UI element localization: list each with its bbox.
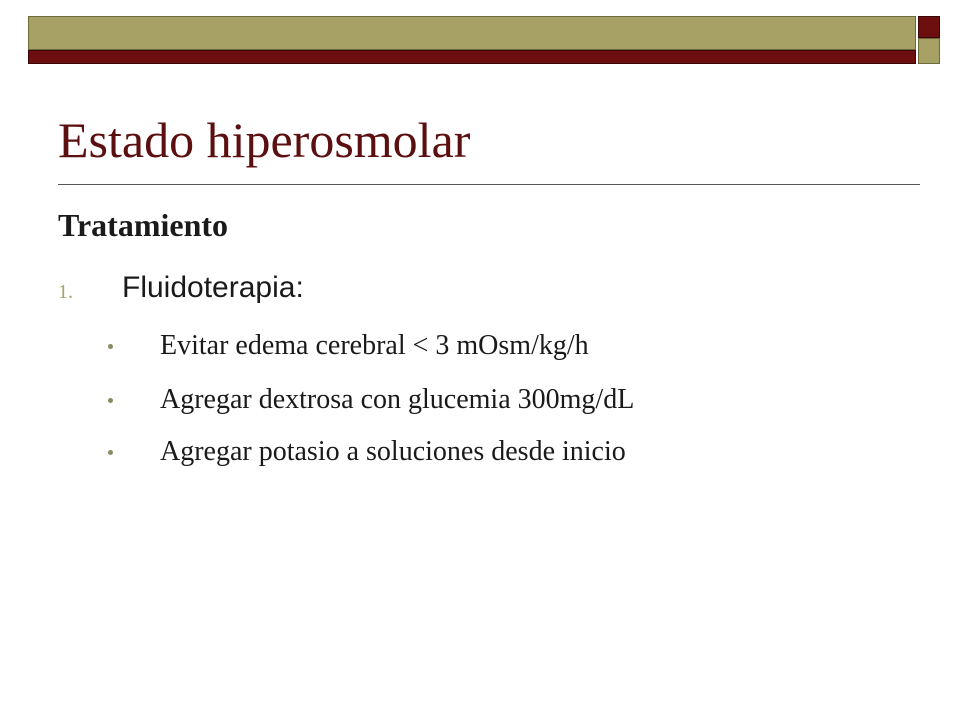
title-divider [58,184,920,185]
bullet-text: Agregar dextrosa con glucemia 300mg/dL [160,384,635,415]
slide-subtitle: Tratamiento [58,207,229,243]
list-number: 1. [58,281,73,303]
bullet-text: Agregar potasio a soluciones desde inicio [160,436,626,467]
corner-olive-square [918,38,940,64]
slide-title: Estado hiperosmolar [58,112,471,168]
header-decoration-band [28,16,916,64]
bullet-dot-icon [108,344,113,349]
corner-maroon-square [918,16,940,38]
list-item-text: Fluidoterapia: [122,271,304,304]
header-maroon-bar [28,50,916,64]
header-olive-bar [28,16,916,50]
bullet-dot-icon [108,450,113,455]
bullet-dot-icon [108,398,113,403]
bullet-text: Evitar edema cerebral < 3 mOsm/kg/h [160,330,589,361]
